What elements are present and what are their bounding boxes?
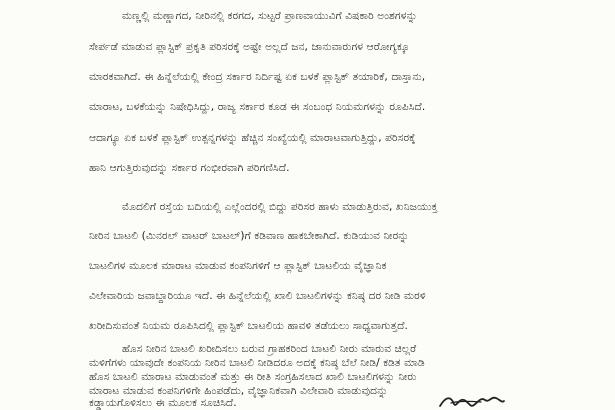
signature-mark	[436, 390, 506, 410]
paragraph-3-line-2: ಮಳಿಗೆಗಳು ಯಾವುದೇ ಕಂಪನಿಯ ನೀರಿನ ಬಾಟಲಿ ನೀಡಿದರೂ ಅದಕ್ಕೆ ಕನಿಷ್ಠ ಬೆಲೆ ನೀಡಿ/ ಕಡಿತ ಮಾಡಿ	[89, 357, 425, 369]
paragraph-1-line-5: ಆದಾಗ್ಯೂ ಏಕ ಬಳಕೆ ಪ್ಲಾಸ್ಟಿಕ್ ಉತ್ಪನ್ನಗಳನ್ನು ಹೆಚ್ಚಿನ ಸಂಖ್ಯೆಯಲ್ಲಿ ಮಾರಾಟವಾಗುತ್ತಿದ್ದು, ಪರಿಸರಕ್ಕೆ	[89, 132, 416, 144]
paragraph-2-line-3: ಬಾಟಲಿಗಳ ಮೂಲಕ ಮಾರಾಟ ಮಾಡುವ ಕಂಪನಿಗಳಿಗೆ ಆ ಪ್ಲಾಸ್ಟಿಕ್ ಬಾಟಲಿಯ ವೈಜ್ಞಾನಿಕ	[89, 260, 387, 272]
paragraph-2-line-4: ವಿಲೇವಾರಿಯ ಜವಾಬ್ದಾರಿಯೂ ಇದೆ. ಈ ಹಿನ್ನೆಲೆಯಲ್ಲಿ ಖಾಲಿ ಬಾಟಲಿಗಳನ್ನು ಕನಿಷ್ಠ ದರ ನೀಡಿ ಮರಳಿ	[89, 290, 426, 302]
paragraph-3-line-4: ಮಾರಾಟ ಮಾಡುವ ಕಂಪನಿಗಳಿಗೇ ಹಿಂಪಡೆದು, ವೈಜ್ಞಾನಿಕವಾಗಿ ವಿಲೇವಾರಿ ಮಾಡುವುದನ್ನು	[89, 385, 388, 397]
paragraph-3-line-3: ಹೊಸ ಬಾಟಲಿ ಮಾರಾಟ ಮಾಡುವಂತೆ ಮತ್ತು ಈ ರೀತಿ ಸಂಗ್ರಹಿಸಲಾದ ಖಾಲಿ ಬಾಟಲಿಗಳನ್ನು ನೀರು	[89, 371, 417, 383]
paragraph-2-line-2: ನೀರಿನ ಬಾಟಲಿ (ಮಿನರಲ್ ವಾಟರ್ ಬಾಟಲ್)ಗೆ ಕಡಿವಾಣ ಹಾಕಬೇಕಾಗಿದೆ. ಕುಡಿಯುವ ನೀರನ್ನು	[89, 230, 410, 242]
paragraph-1-line-3: ಮಾರಕವಾಗಿದೆ. ಈ ಹಿನ್ನೆಲೆಯಲ್ಲಿ ಕೇಂದ್ರ ಸರ್ಕಾರ ನಿರ್ದಿಷ್ಟ ಏಕ ಬಳಕೆ ಪ್ಲಾಸ್ಟಿಕ್ ತಯಾರಿಕೆ, ದಾಸ್ತಾನು,	[89, 71, 426, 83]
paragraph-1-line-1: ಮಣ್ಣಲ್ಲಿ ಮಣ್ಣಾಗದ, ನೀರಿನಲ್ಲಿ ಕರಗದ, ಸುಟ್ಟರೆ ಪ್ರಾಣವಾಯುವಿಗೆ ವಿಷಕಾರಿ ಅಂಶಗಳನ್ನು	[122, 10, 418, 22]
paragraph-1-line-2: ಸೇರ್ಪಡೆ ಮಾಡುವ ಪ್ಲಾಸ್ಟಿಕ್ ಪ್ರಕೃತಿ ಪರಿಸರಕ್ಕೆ ಅಷ್ಟೇ ಅಲ್ಲದೆ ಜನ, ಜಾನುವಾರುಗಳ ಆರೋಗ್ಯಕ್ಕೂ	[89, 41, 410, 53]
paragraph-3-line-1: ಹೊಸ ನೀರಿನ ಬಾಟಲಿ ಖರೀದಿಸಲು ಬರುವ ಗ್ರಾಹಕರಿಂದ ಬಾಟಲಿ ನೀರು ಮಾರುವ ಚಿಲ್ಲರೆ	[122, 343, 417, 355]
paragraph-3-line-5: ಕಡ್ಡಾಯಗೊಳಿಸಲು ಈ ಮೂಲಕ ಸೂಚಿಸಿದೆ.	[89, 397, 237, 409]
paragraph-1-line-4: ಮಾರಾಟ, ಬಳಕೆಯನ್ನು ನಿಷೇಧಿಸಿದ್ದು, ರಾಜ್ಯ ಸರ್ಕಾರ ಕೂಡ ಈ ಸಂಬಂಧ ನಿಯಮಗಳನ್ನು ರೂಪಿಸಿದೆ.	[89, 101, 426, 113]
paragraph-2-line-5: ಖರೀದಿಸುವಂತೆ ನಿಯಮ ರೂಪಿಸಿದಲ್ಲಿ ಪ್ಲಾಸ್ಟಿಕ್ ಬಾಟಲಿಯ ಹಾವಳಿ ತಡೆಯಲು ಸಾಧ್ಯವಾಗುತ್ತದೆ.	[89, 320, 408, 332]
paragraph-2-line-1: ಮೊದಲಿಗೆ ರಸ್ತೆಯ ಬದಿಯಲ್ಲಿ ಎಲ್ಲೆಂದರಲ್ಲಿ ಬಿದ್ದು ಪರಿಸರ ಹಾಳು ಮಾಡುತ್ತಿರುವ, ಖನಿಜಯುಕ್ತ	[122, 201, 438, 213]
paragraph-1-line-6: ಹಾನಿ ಆಗುತ್ತಿರುವುದನ್ನು ಸರ್ಕಾರ ಗಂಭೀರವಾಗಿ ಪರಿಗಣಿಸಿದೆ.	[89, 162, 290, 174]
